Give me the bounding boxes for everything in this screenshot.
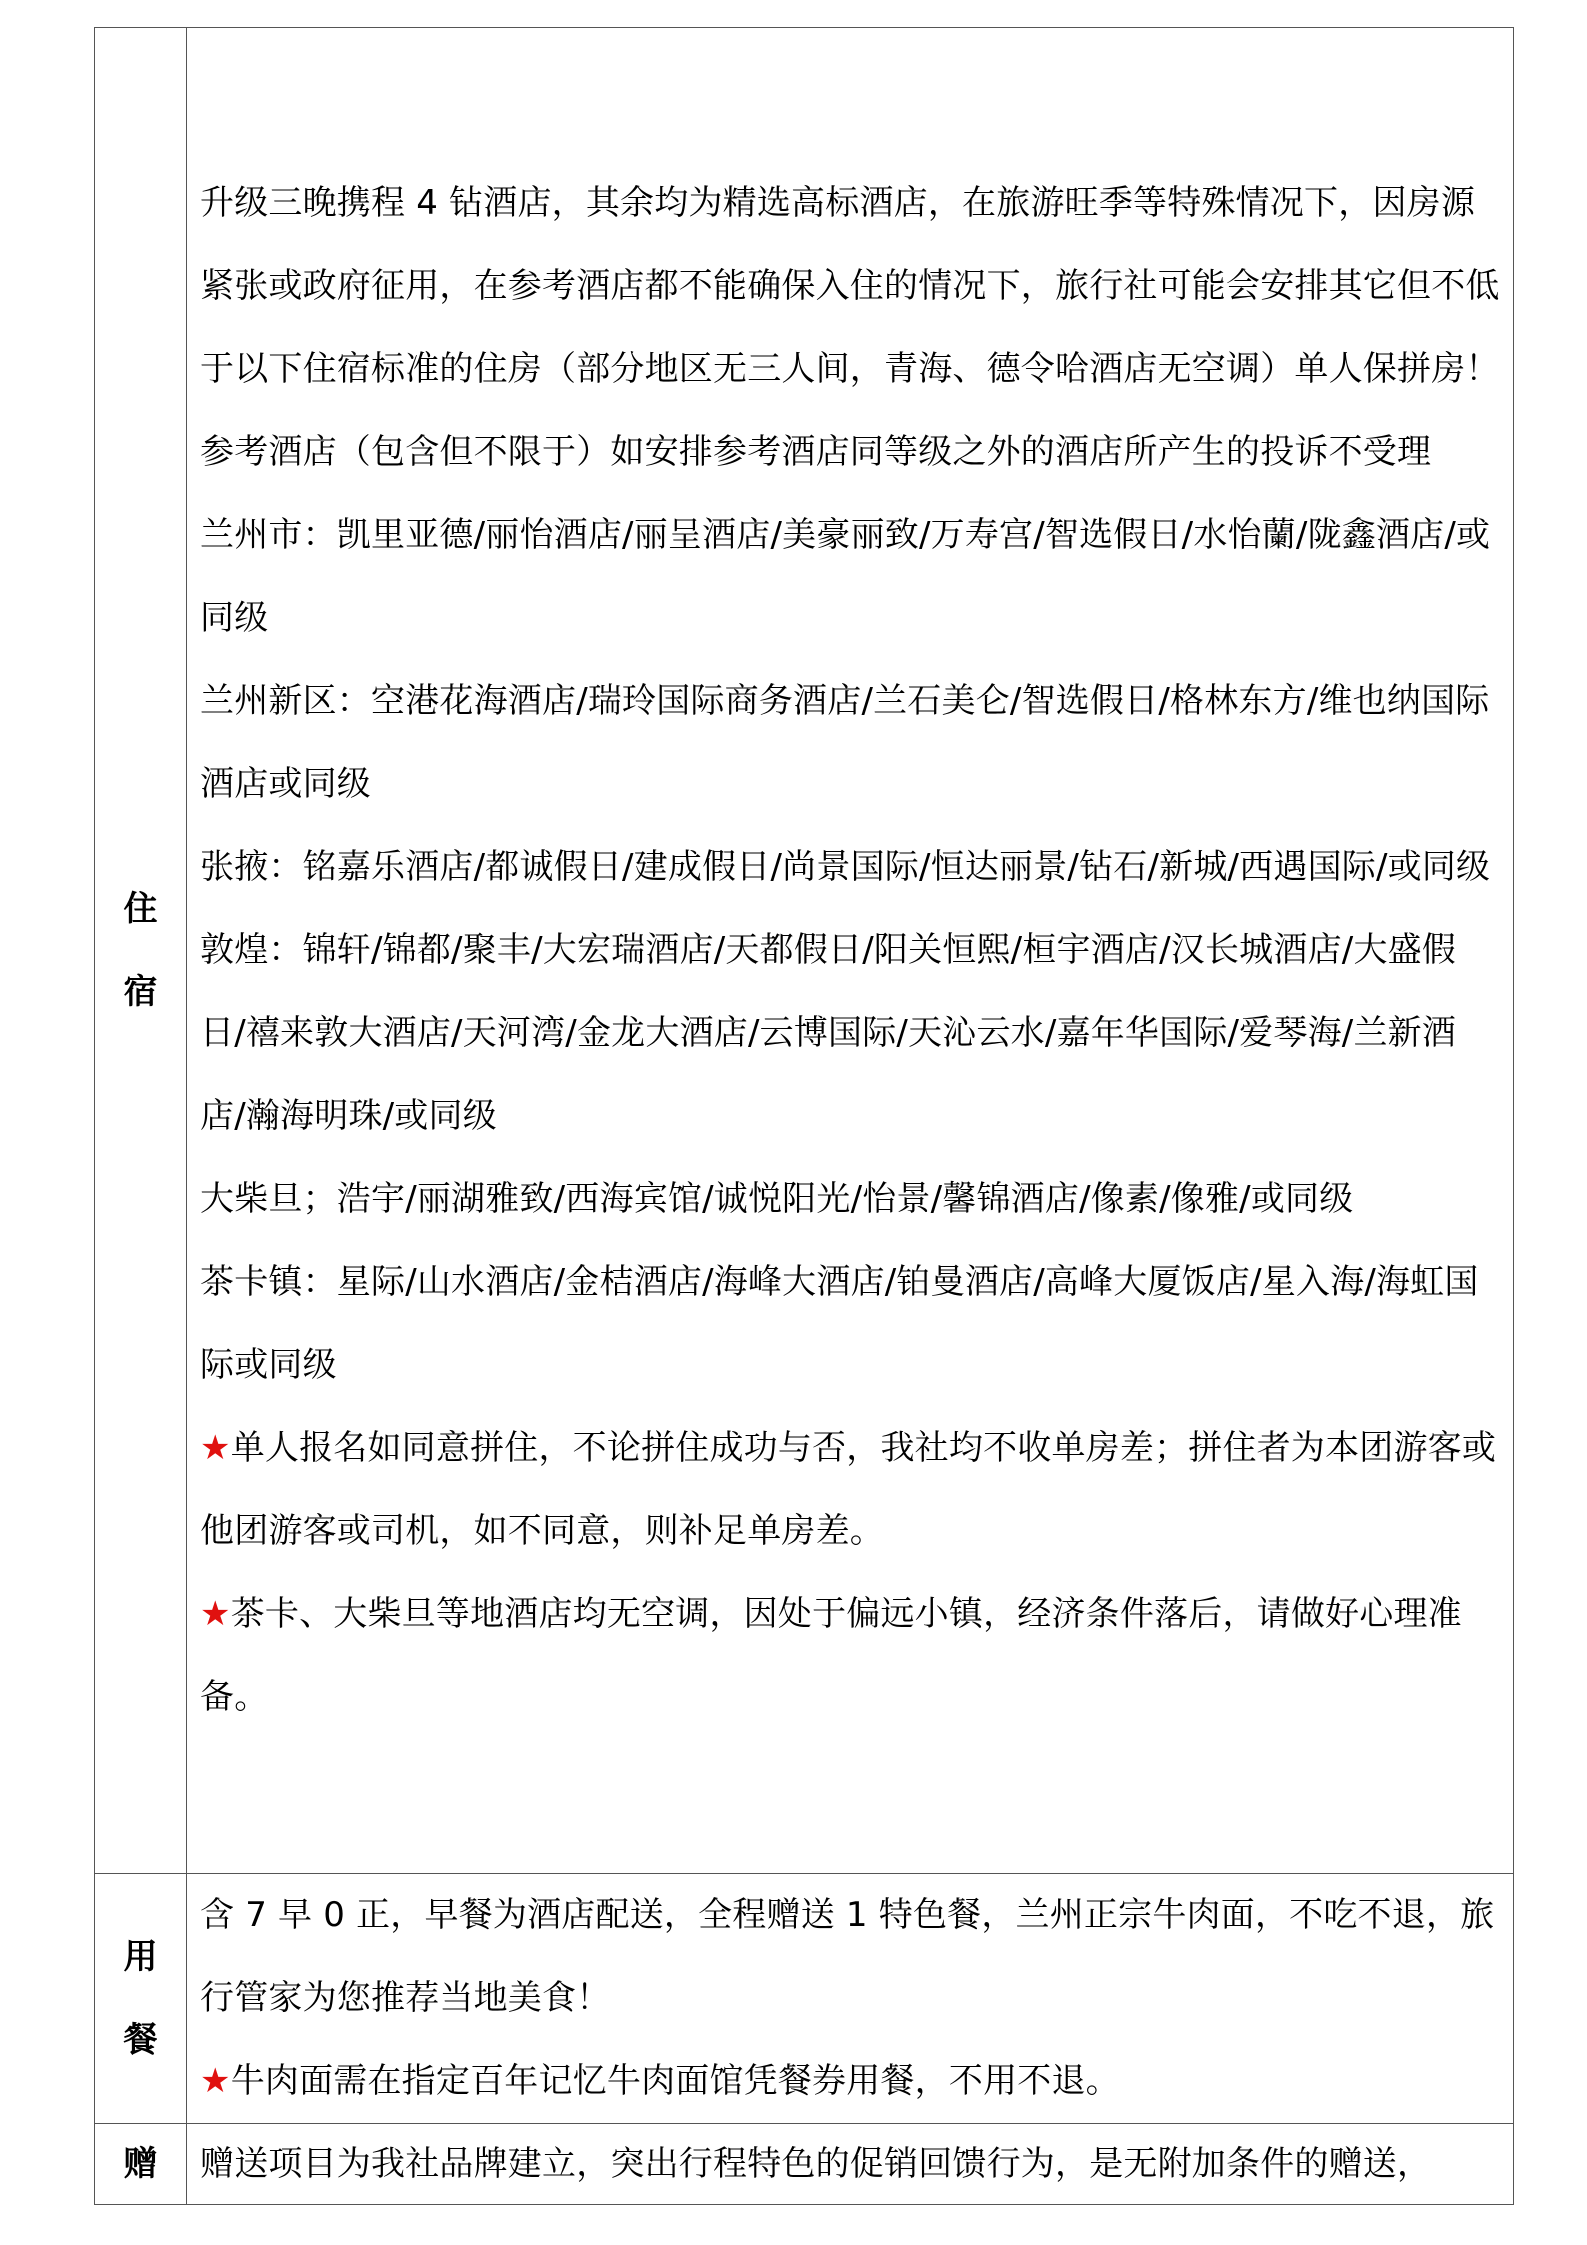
paragraph: 参考酒店（包含但不限于）如安排参考酒店同等级之外的酒店所产生的投诉不受理 [200, 432, 1432, 472]
hotel-list-zhangye: 张掖：铭嘉乐酒店/都诚假日/建成假日/尚景国际/恒达丽景/钻石/新城/西遇国际/或同级 [200, 847, 1491, 887]
star-icon: ★ [200, 1428, 231, 1468]
hotel-list-lanzhou: 兰州市：凯里亚德/丽怡酒店/丽呈酒店/美豪丽致/万寿宫/智选假日/水怡蘭/陇鑫酒店/或同级 [200, 515, 1491, 638]
label-char: 用 [123, 1936, 158, 1977]
star-icon: ★ [200, 2061, 231, 2101]
paragraph: 升级三晚携程 4 钻酒店，其余均为精选高标酒店，在旅游旺季等特殊情况下，因房源紧张或政府征用，在参考酒店都不能确保入住的情况下，旅行社可能会安排其它但不低于以下住宿标准的住房（部分地区无三人间，青海、德令哈酒店无空调）单人保拼房！ [200, 183, 1500, 389]
note-text: 牛肉面需在指定百年记忆牛肉面馆凭餐券用餐，不用不退。 [230, 2061, 1120, 2101]
hotel-list-chaka: 茶卡镇：星际/山水酒店/金桔酒店/海峰大酒店/铂曼酒店/高峰大厦饭店/星入海/海虹国际或同级 [200, 1262, 1479, 1385]
note [200, 1573, 1501, 1739]
star-icon: ★ [200, 1594, 231, 1634]
gifts-label [95, 2124, 187, 2205]
accommodation-content [187, 28, 1514, 1874]
note-text: 茶卡、大柴旦等地酒店均无空调，因处于偏远小镇，经济条件落后，请做好心理准备。 [200, 1594, 1462, 1717]
paragraph: 含 7 早 0 正，早餐为酒店配送，全程赠送 1 特色餐，兰州正宗牛肉面，不吃不退，旅行管家为您推荐当地美食！ [200, 1895, 1495, 2018]
note-text: 单人报名如同意拼住，不论拼住成功与否，我社均不收单房差；拼住者为本团游客或他团游客或司机，如不同意，则补足单房差。 [200, 1428, 1497, 1551]
label-char: 住 [123, 888, 158, 929]
gifts-row [95, 2124, 1514, 2205]
label-char: 宿 [123, 971, 158, 1012]
accommodation-label [95, 28, 187, 1874]
gifts-content [187, 2124, 1514, 2205]
hotel-list-dunhuang: 敦煌：锦轩/锦都/聚丰/大宏瑞酒店/天都假日/阳关恒熙/桓宇酒店/汉长城酒店/大盛假日/禧来敦大酒店/天河湾/金龙大酒店/云博国际/天沁云水/嘉年华国际/爱琴海/兰新酒店/瀚海明珠/或同级 [200, 930, 1457, 1136]
meals-label [95, 1874, 187, 2124]
itinerary-table [94, 27, 1514, 2205]
accommodation-row [95, 28, 1514, 1874]
meals-content [187, 1874, 1514, 2124]
note [200, 2040, 1501, 2123]
label-char: 赠 [123, 2144, 158, 2184]
note [200, 1407, 1501, 1573]
meals-row [95, 1874, 1514, 2124]
label-char: 餐 [123, 2019, 158, 2060]
paragraph: 赠送项目为我社品牌建立，突出行程特色的促销回馈行为，是无附加条件的赠送， [200, 2144, 1432, 2184]
hotel-list-lanzhou-new-area: 兰州新区：空港花海酒店/瑞玲国际商务酒店/兰石美仑/智选假日/格林东方/维也纳国际酒店或同级 [200, 681, 1490, 804]
hotel-list-dachaidan: 大柴旦；浩宇/丽湖雅致/西海宾馆/诚悦阳光/怡景/馨锦酒店/像素/像雅/或同级 [200, 1179, 1354, 1219]
